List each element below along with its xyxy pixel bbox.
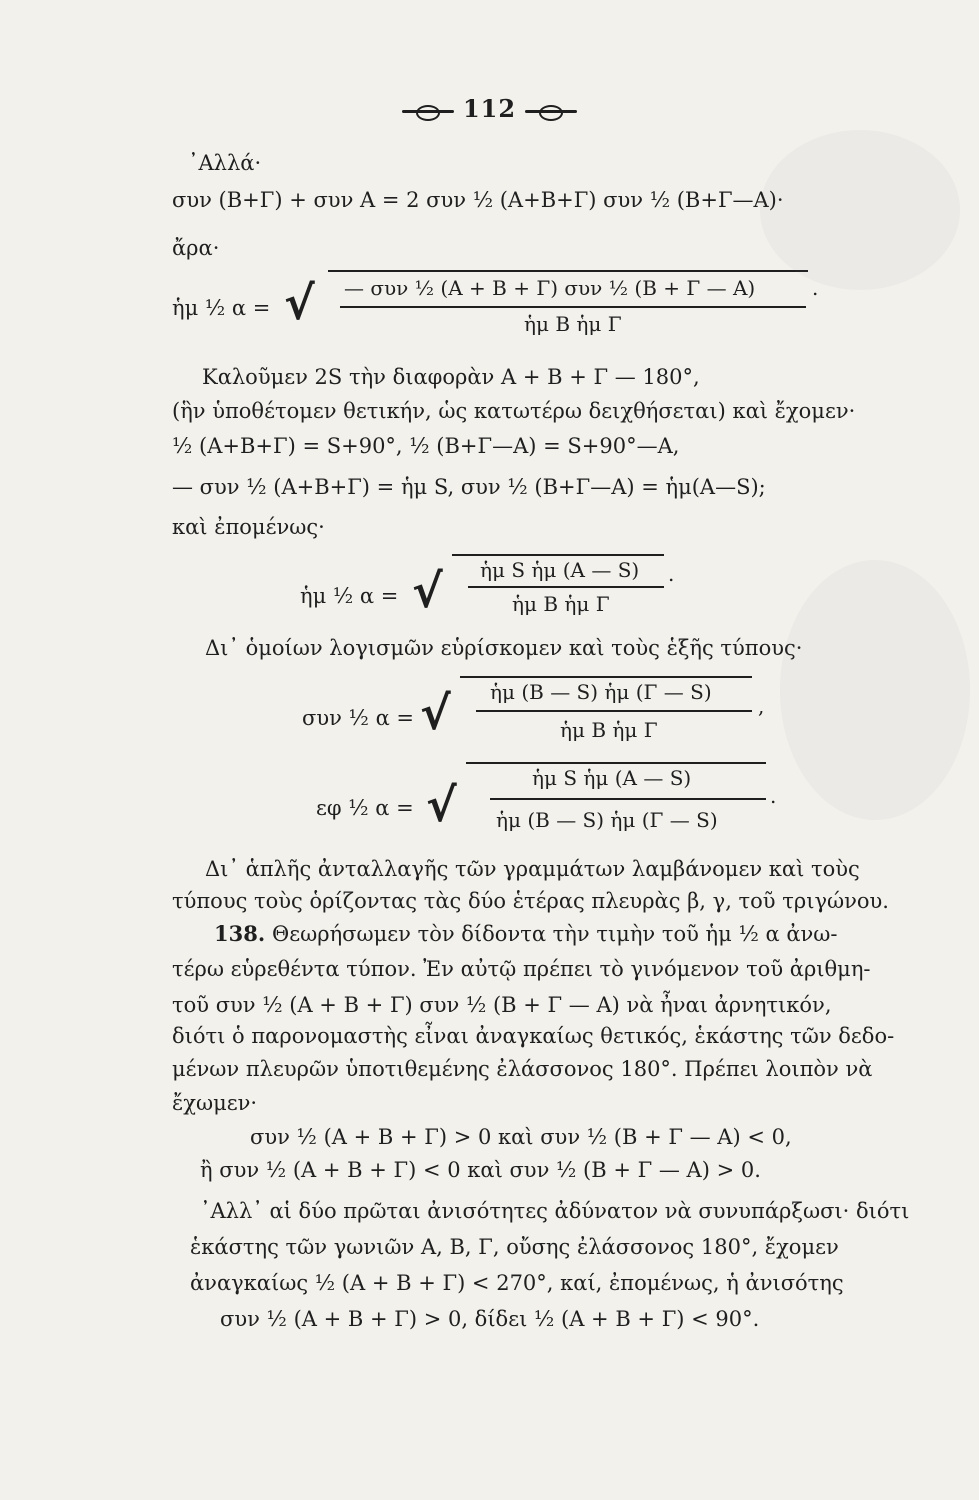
formula-lhs: ἡμ ½ α =	[172, 296, 271, 320]
radical-formula-4	[426, 758, 786, 848]
text-line: ᾿Αλλ᾿ αἱ δύο πρῶται ἀνισότητες ἀδύνατον νὰ συνυπάρξωσι· διότι	[200, 1199, 910, 1223]
formula-line: συν ½ (Α + Β + Γ) > 0 καὶ συν ½ (Β + Γ — Α) < 0,	[250, 1125, 792, 1149]
text-line: (ἣν ὑποθέτομεν θετικήν, ὡς κατωτέρω δειχθήσεται) καὶ ἔχομεν·	[172, 399, 856, 423]
formula-line: ½ (Α+Β+Γ) = S+90°, ½ (Β+Γ—Α) = S+90°—Α,	[172, 434, 680, 458]
radical-sign-icon: √	[426, 778, 457, 832]
page-number: 112	[462, 94, 517, 123]
radical-overline	[328, 270, 808, 272]
radical-formula-2	[412, 548, 675, 628]
formula-line: — συν ½ (Α+Β+Γ) = ἡμ S, συν ½ (Β+Γ—Α) = ἡμ(Α—S);	[172, 475, 766, 499]
fraction-bar	[490, 798, 766, 800]
formula-denominator: ἡμ Β ἡμ Γ	[512, 592, 610, 616]
radical-overline	[466, 762, 766, 764]
formula-numerator: ἡμ S ἡμ (Α — S)	[532, 766, 692, 790]
text-line: ἀναγκαίως ½ (Α + Β + Γ) < 270°, καί, ἐπομένως, ἡ ἀνισότης	[190, 1271, 844, 1295]
formula-lhs: εφ ½ α =	[316, 796, 414, 820]
fraction-bar	[476, 710, 752, 712]
left-ornament-icon	[402, 104, 454, 118]
text-line: ἄρα·	[172, 236, 220, 260]
formula-tail: .	[812, 276, 819, 300]
text-line: τέρω εὑρεθέντα τύπον. Ἐν αὐτῷ πρέπει τὸ γινόμενον τοῦ ἀριθμη-	[172, 957, 871, 981]
formula-lhs: ἡμ ½ α =	[300, 584, 399, 608]
formula-denominator: ἡμ Β ἡμ Γ	[524, 312, 622, 336]
text-line: μένων πλευρῶν ὑποτιθεμένης ἐλάσσονος 180°. Πρέπει λοιπὸν νὰ	[172, 1057, 873, 1081]
formula-numerator: — συν ½ (Α + Β + Γ) συν ½ (Β + Γ — Α)	[344, 276, 756, 300]
text-line: Δι᾿ ἁπλῆς ἀνταλλαγῆς τῶν γραμμάτων λαμβάνομεν καὶ τοὺς	[205, 857, 860, 881]
text-line: διότι ὁ παρονομαστὴς εἶναι ἀναγκαίως θετικός, ἑκάστης τῶν δεδο-	[172, 1024, 895, 1048]
fraction-bar	[340, 306, 806, 308]
radical-sign-icon: √	[420, 686, 451, 740]
formula-numerator: ἡμ (Β — S) ἡμ (Γ — S)	[490, 680, 712, 704]
text-line: ᾿Αλλά·	[188, 151, 262, 175]
text-line: τύπους τοὺς ὁρίζοντας τὰς δύο ἑτέρας πλευρὰς β, γ, τοῦ τριγώνου.	[172, 889, 889, 913]
text-line: ἑκάστης τῶν γωνιῶν Α, Β, Γ, οὔσης ἐλάσσονος 180°, ἔχομεν	[190, 1235, 839, 1259]
radical-sign-icon: √	[284, 276, 315, 330]
radical-formula-1	[284, 262, 824, 342]
right-ornament-icon	[525, 104, 577, 118]
formula-line: συν ½ (Α + Β + Γ) > 0, δίδει ½ (Α + Β + Γ) < 90°.	[220, 1307, 760, 1331]
page-header	[0, 96, 979, 122]
text-line: Καλοῦμεν 2S τὴν διαφορὰν Α + Β + Γ — 180°,	[202, 365, 700, 389]
formula-line: συν (Β+Γ) + συν Α = 2 συν ½ (Α+Β+Γ) συν ½ (Β+Γ—Α)·	[172, 188, 784, 212]
radical-sign-icon: √	[412, 564, 443, 618]
formula-denominator: ἡμ Β ἡμ Γ	[560, 718, 658, 742]
page-stain	[780, 560, 970, 820]
fraction-bar	[468, 586, 664, 588]
text-line: καὶ ἐπομένως·	[172, 515, 325, 539]
text-line: ἔχωμεν·	[172, 1091, 258, 1115]
page-stain	[760, 130, 960, 290]
text-line: τοῦ συν ½ (Α + Β + Γ) συν ½ (Β + Γ — Α) νὰ ἦναι ἀρνητικόν,	[172, 993, 832, 1017]
section-number: 138.	[214, 921, 266, 946]
formula-tail: .	[770, 784, 777, 808]
radical-overline	[460, 676, 752, 678]
radical-formula-3	[420, 672, 780, 752]
formula-lhs: συν ½ α =	[302, 706, 415, 730]
formula-numerator: ἡμ S ἡμ (Α — S)	[480, 558, 640, 582]
radical-overline	[452, 554, 664, 556]
text-line: Θεωρήσωμεν τὸν δίδοντα τὴν τιμὴν τοῦ ἡμ ½ α ἀνω-	[272, 922, 838, 946]
text-line: Δι᾿ ὁμοίων λογισμῶν εὑρίσκομεν καὶ τοὺς ἑξῆς τύπους·	[205, 636, 803, 660]
formula-tail: ,	[758, 694, 765, 718]
formula-denominator: ἡμ (Β — S) ἡμ (Γ — S)	[496, 808, 718, 832]
formula-tail: .	[668, 562, 675, 586]
formula-line: ἢ συν ½ (Α + Β + Γ) < 0 καὶ συν ½ (Β + Γ — Α) > 0.	[200, 1158, 761, 1182]
